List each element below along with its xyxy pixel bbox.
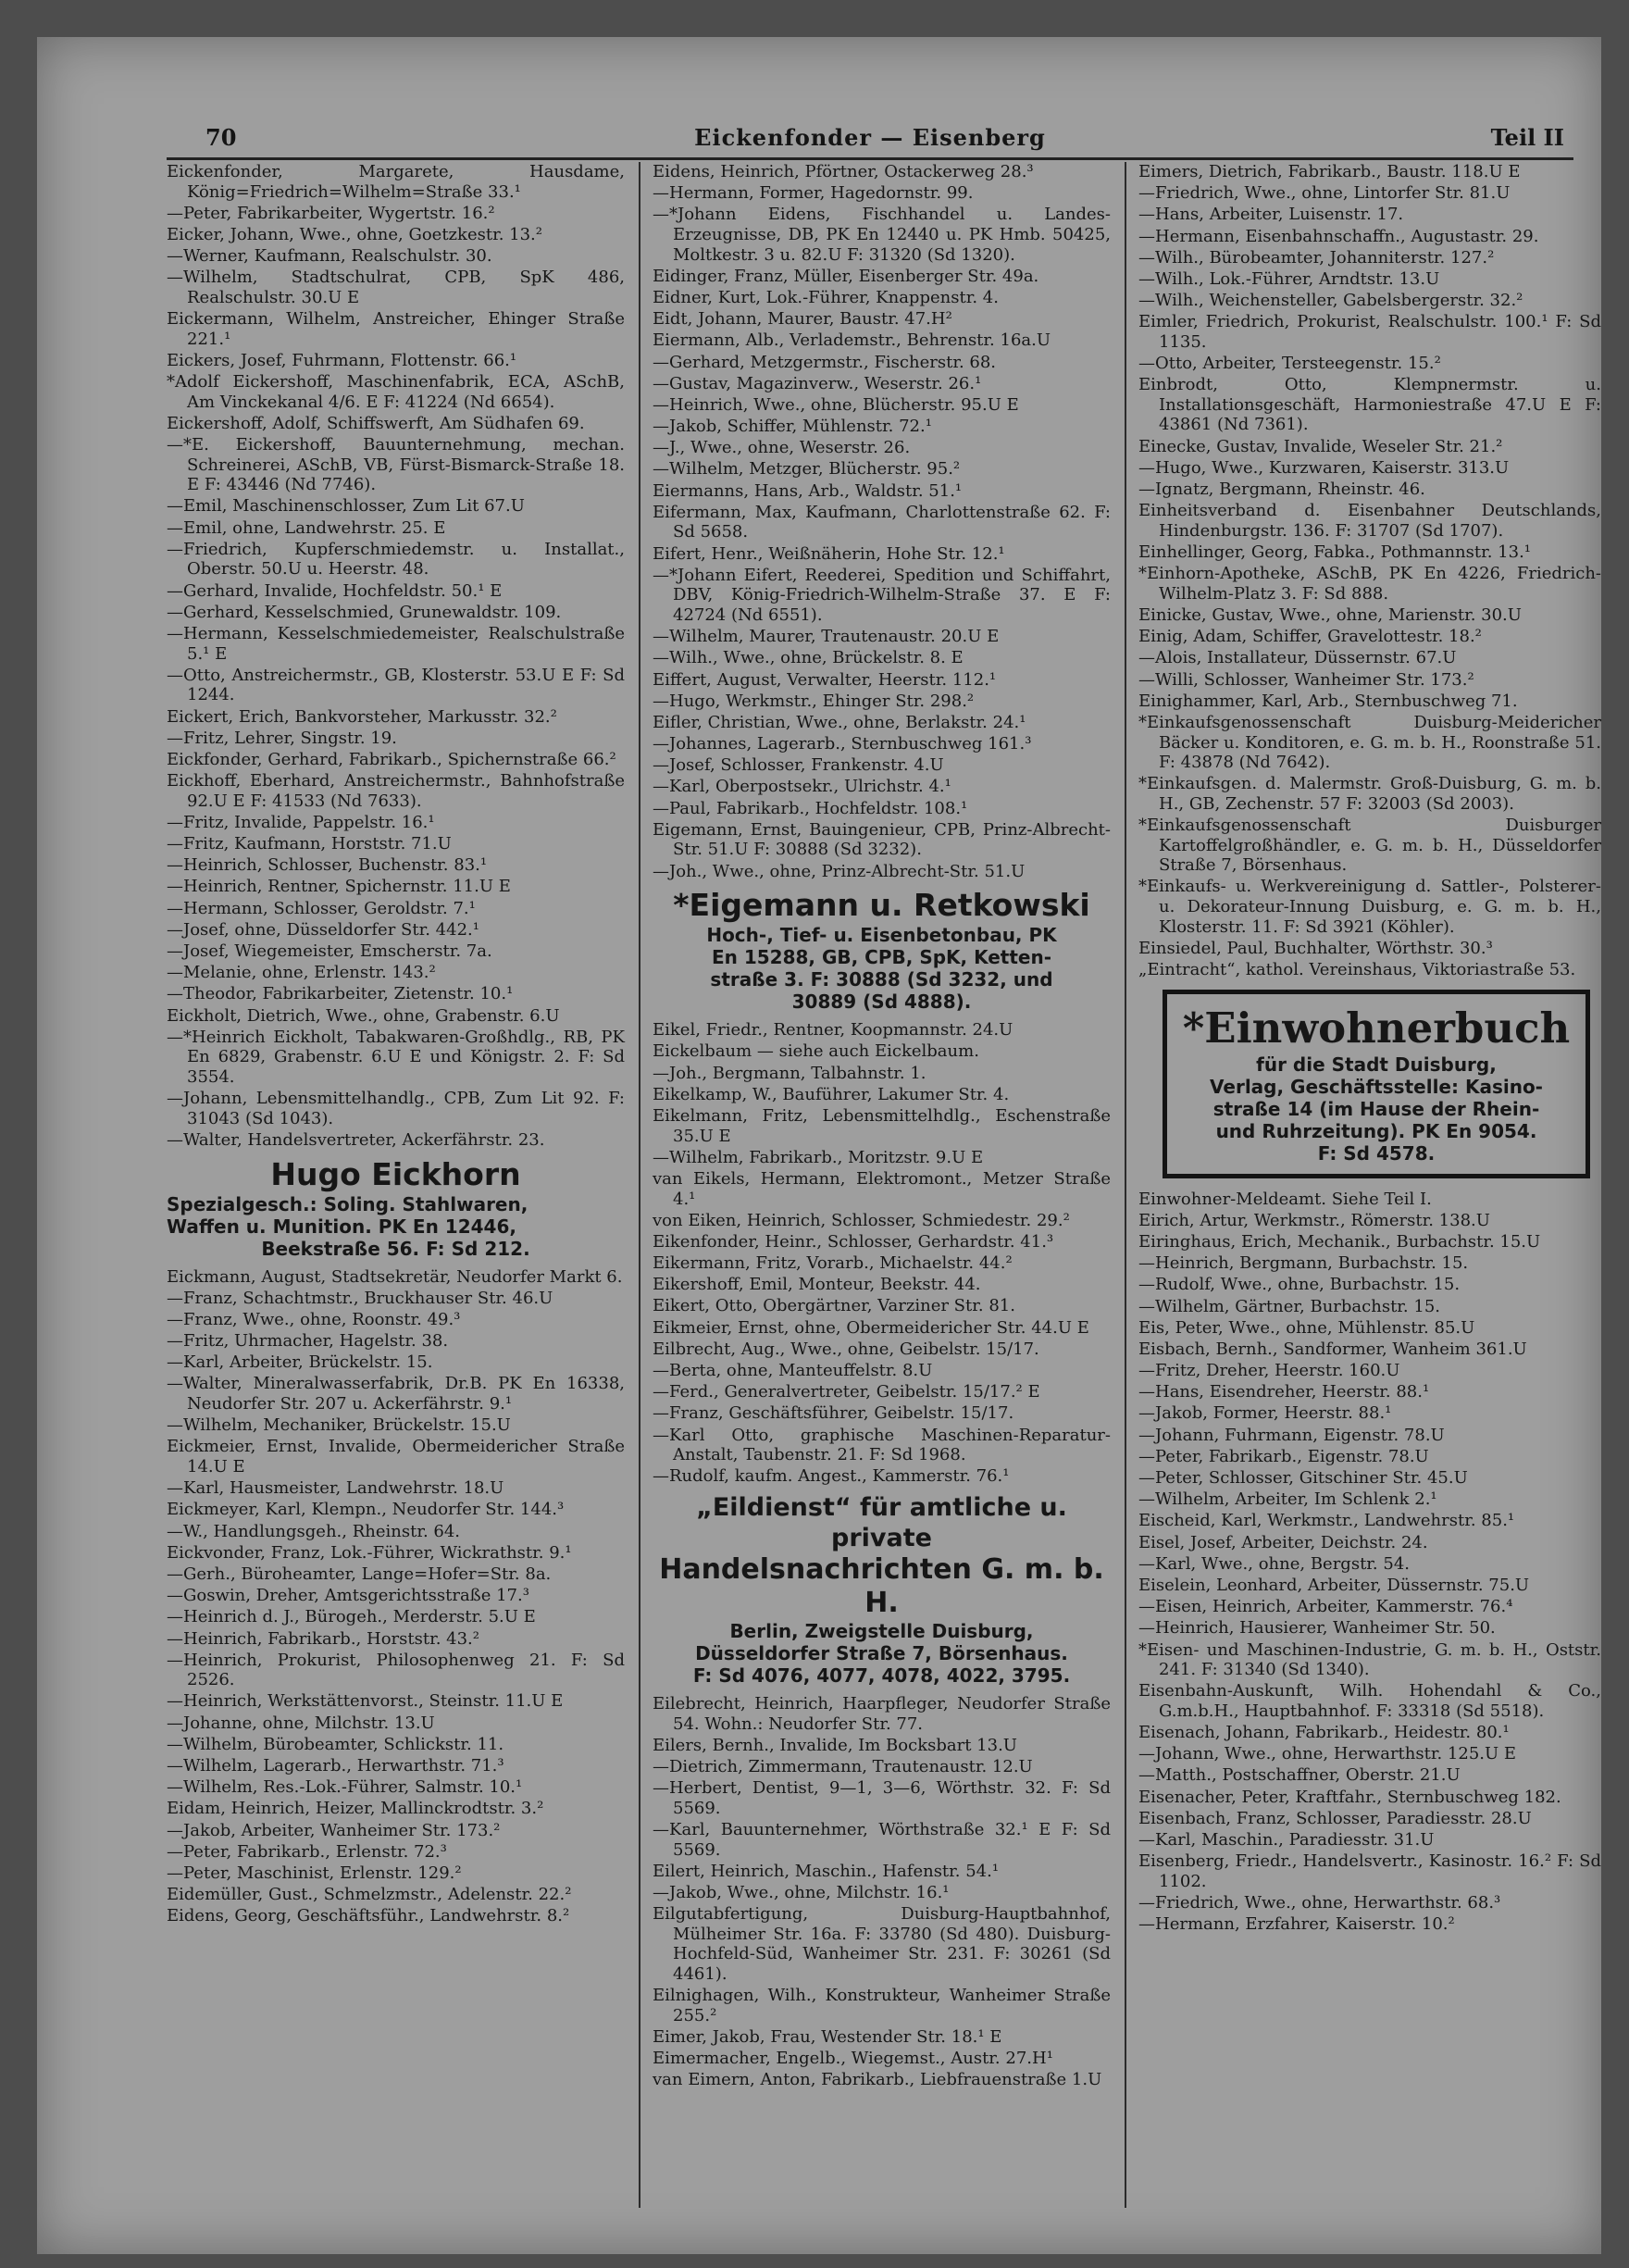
directory-entry: —Johann, Lebensmittelhandlg., CPB, Zum Lit 92. F: 31043 (Sd 1043). (167, 1089, 625, 1128)
directory-entry: —W., Handlungsgeh., Rheinstr. 64. (167, 1521, 461, 1541)
directory-entry: —Friedrich, Wwe., ohne, Herwarthstr. 68.³ (1138, 1893, 1501, 1913)
entry-list (167, 1267, 625, 1926)
directory-entry: —Karl, Wwe., ohne, Bergstr. 54. (1138, 1553, 1411, 1574)
directory-entry: —*Johann Eidens, Fischhandel u. Landes-Erzeugnisse, DB, PK En 12440 u. PK Hmb. 50425, Moltkestr. 3 u. 82.U F: 31320 (Sd 1320). (653, 205, 1111, 265)
running-head: Eickenfonder — Eisenberg (694, 124, 1046, 151)
directory-entry: —Rudolf, kaufm. Angest., Kammerstr. 76.¹ (653, 1466, 1010, 1487)
directory-entry: —Rudolf, Wwe., ohne, Burbachstr. 15. (1138, 1275, 1461, 1295)
ad-line: für die Stadt Duisburg, (1256, 1053, 1497, 1076)
directory-entry: —Gerhard, Metzgermstr., Fischerstr. 68. (653, 352, 997, 372)
ad-title: Hugo Eickhorn (270, 1155, 521, 1192)
directory-entry: Eickvonder, Franz, Lok.-Führer, Wickrathstr. 9.¹ (167, 1542, 572, 1563)
directory-entry: Eisenacher, Peter, Kraftfahr., Sternbuschweg 182. (1138, 1787, 1561, 1807)
directory-entry: —Wilh., Lok.-Führer, Arndtstr. 13.U (1138, 268, 1440, 289)
ad-line: Düsseldorfer Straße 7, Börsenhaus. (695, 1641, 1068, 1664)
directory-entry: —Peter, Fabrikarb., Erlenstr. 72.³ (167, 1841, 447, 1862)
directory-entry: Eiermann, Alb., Verlademstr., Behrenstr. 16a.U (653, 330, 1051, 351)
directory-entry: Eischeid, Karl, Werkmstr., Landwehrstr. 85.¹ (1138, 1511, 1515, 1531)
directory-entry: Einicke, Gustav, Wwe., ohne, Marienstr. 30.U (1138, 604, 1522, 625)
directory-entry: „Eintracht“, kathol. Vereinshaus, Viktoriastraße 53. (1138, 960, 1576, 979)
directory-entry: —Karl, Bauunternehmer, Wörthstraße 32.¹ E F: Sd 5569. (653, 1819, 1111, 1860)
directory-entry: Eikert, Otto, Obergärtner, Varziner Str. 81. (653, 1296, 1015, 1316)
directory-entry: Eifert, Henr., Weißnäherin, Hohe Str. 12.¹ (653, 543, 1005, 564)
directory-entry: Eiffert, August, Verwalter, Heerstr. 112.¹ (653, 669, 997, 690)
column-rule (639, 162, 640, 2208)
directory-entry: Eidens, Georg, Geschäftsführ., Landwehrstr. 8.² (167, 1906, 570, 1926)
directory-entry: Eidemüller, Gust., Schmelzmstr., Adelenstr. 22.² (167, 1885, 572, 1905)
directory-entry: Eisenberg, Friedr., Handelsvertr., Kasinostr. 16.² F: Sd 1102. (1138, 1851, 1601, 1891)
directory-entry: Eisenbahn-Auskunft, Wilh. Hohendahl & Co., G.m.b.H., Hauptbahnhof. F: 33318 (Sd 5518). (1138, 1681, 1601, 1721)
directory-entry: —Gustav, Magazinverw., Weserstr. 26.¹ (653, 373, 982, 393)
directory-entry: —Karl Otto, graphische Maschinen-Reparatur-Anstalt, Taubenstr. 21. F: Sd 1968. (653, 1425, 1111, 1465)
directory-entry: Eimer, Jakob, Frau, Westender Str. 18.¹ E (653, 2026, 1002, 2047)
directory-entry: —Hermann, Eisenbahnschaffn., Augustastr. 29. (1138, 226, 1539, 246)
part-label: Teil II (1490, 124, 1564, 151)
directory-entry: —Josef, ohne, Düsseldorfer Str. 442.¹ (167, 919, 479, 940)
directory-entry: *Einkaufsgen. d. Malermstr. Groß-Duisburg, G. m. b. H., GB, Zechenstr. 57 F: 32003 (Sd 2003). (1138, 774, 1601, 814)
directory-entry: —Wilhelm, Bürobeamter, Schlickstr. 11. (167, 1734, 504, 1754)
directory-entry: —Johann, Wwe., ohne, Herwarthstr. 125.U E (1138, 1744, 1517, 1764)
directory-entry: —Hugo, Werkmstr., Ehinger Str. 298.² (653, 691, 975, 711)
directory-entry: Eilnighagen, Wilh., Konstrukteur, Wanheimer Straße 255.² (653, 1986, 1111, 2025)
directory-entry: Einhellinger, Georg, Fabka., Pothmannstr. 13.¹ (1138, 542, 1532, 562)
directory-entry: —Otto, Anstreichermstr., GB, Klosterstr. 53.U E F: Sd 1244. (167, 665, 625, 705)
directory-entry: —Joh., Bergmann, Talbahnstr. 1. (653, 1063, 926, 1083)
directory-entry: —Gerh., Büroheamter, Lange=Hofer=Str. 8a. (167, 1564, 552, 1584)
directory-entry: —Wilhelm, Fabrikarb., Moritzstr. 9.U E (653, 1147, 984, 1167)
directory-entry: Eiringhaus, Erich, Mechanik., Burbachstr. 15.U (1138, 1231, 1541, 1252)
directory-entry: Eimermacher, Engelb., Wiegemst., Austr. 27.H¹ (653, 2049, 1053, 2068)
entry-list (653, 162, 1111, 881)
directory-entry: —Joh., Wwe., ohne, Prinz-Albrecht-Str. 51.U (653, 861, 1026, 881)
ad-line: straße 3. F: 30888 (Sd 3232, und (710, 968, 1053, 991)
directory-entry: Eilert, Heinrich, Maschin., Hafenstr. 54.¹ (653, 1861, 1000, 1881)
directory-entry: —Hermann, Kesselschmiedemeister, Realschulstraße 5.¹ E (167, 623, 625, 664)
directory-entry: Eidner, Kurt, Lok.-Führer, Knappenstr. 4. (653, 287, 999, 307)
directory-entry: Eickmeyer, Karl, Klempn., Neudorfer Str. 144.³ (167, 1500, 565, 1520)
directory-entry: —Ferd., Generalvertreter, Geibelstr. 15/17.² E (653, 1382, 1040, 1402)
ad-eildienst (653, 1492, 1111, 1687)
directory-entry: Eikershoff, Emil, Monteur, Beekstr. 44. (653, 1275, 981, 1295)
directory-entry: —Fritz, Uhrmacher, Hagelstr. 38. (167, 1331, 449, 1352)
directory-entry: —J., Wwe., ohne, Weserstr. 26. (653, 438, 911, 458)
directory-entry: Eidt, Johann, Maurer, Baustr. 47.H² (653, 309, 952, 330)
directory-entry: *Eisen- und Maschinen-Industrie, G. m. b. H., Oststr. 241. F: 31340 (Sd 1340). (1138, 1639, 1601, 1680)
directory-entry: van Eimern, Anton, Fabrikarb., Liebfrauenstraße 1.U (653, 2070, 1102, 2090)
directory-entry: Eifler, Christian, Wwe., ohne, Berlakstr. 24.¹ (653, 712, 1026, 732)
directory-entry: —Wilhelm, Maurer, Trautenaustr. 20.U E (653, 627, 1000, 647)
directory-entry: —Heinrich d. J., Bürogeh., Merderstr. 5.U E (167, 1607, 536, 1627)
directory-entry: —Theodor, Fabrikarbeiter, Zietenstr. 10.¹ (167, 984, 514, 1004)
directory-entry: —Matth., Postschaffner, Oberstr. 21.U (1138, 1765, 1461, 1786)
directory-entry: —Heinrich, Schlosser, Buchenstr. 83.¹ (167, 855, 488, 876)
directory-entry: Einwohner-Meldeamt. Siehe Teil I. (1138, 1189, 1432, 1209)
directory-entry: —Hans, Arbeiter, Luisenstr. 17. (1138, 205, 1404, 225)
directory-entry: —Eisen, Heinrich, Arbeiter, Kammerstr. 76.⁴ (1138, 1597, 1513, 1617)
directory-entry: Eisel, Josef, Arbeiter, Deichstr. 24. (1138, 1532, 1428, 1552)
ad-title: *Eigemann u. Retkowski (673, 887, 1090, 924)
directory-entry: —Karl, Arbeiter, Brückelstr. 15. (167, 1352, 433, 1373)
directory-entry: —Peter, Schlosser, Gitschiner Str. 45.U (1138, 1468, 1468, 1489)
directory-entry: —Hermann, Former, Hagedornstr. 99. (653, 183, 974, 204)
directory-entry: Eiselein, Leonhard, Arbeiter, Düssernstr. 75.U (1138, 1575, 1530, 1595)
directory-entry: Eickenfonder, Margarete, Hausdame, König=Friedrich=Wilhelm=Straße 33.¹ (167, 162, 625, 202)
ad-line: F: Sd 4076, 4077, 4078, 4022, 3795. (692, 1664, 1071, 1687)
directory-entry: Einig, Adam, Schiffer, Gravelottestr. 18.² (1138, 627, 1482, 647)
column-right (1138, 162, 1601, 1936)
directory-entry: —Franz, Schachtmstr., Bruckhauser Str. 46.U (167, 1288, 553, 1308)
directory-entry: —Alois, Installateur, Düssernstr. 67.U (1138, 648, 1457, 668)
directory-entry: Einheitsverband d. Eisenbahner Deutschlands, Hindenburgstr. 136. F: 31707 (Sd 1707). (1138, 501, 1601, 541)
ad-eigemann-retkowski (653, 887, 1111, 1013)
directory-entry: —Emil, ohne, Landwehrstr. 25. E (167, 517, 446, 538)
entry-list (653, 1694, 1111, 2090)
directory-entry: Eicker, Johann, Wwe., ohne, Goetzkestr. 13.² (167, 224, 542, 244)
directory-entry: Eikelkamp, W., Bauführer, Lakumer Str. 4. (653, 1084, 1010, 1104)
directory-entry: —Heinrich, Werkstättenvorst., Steinstr. 11.U E (167, 1691, 564, 1712)
column-left (167, 162, 625, 1928)
ad-line: Beekstraße 56. F: Sd 212. (261, 1237, 530, 1260)
directory-entry: Eimers, Dietrich, Fabrikarb., Baustr. 118.U E (1138, 162, 1521, 181)
directory-entry: —Heinrich, Bergmann, Burbachstr. 15. (1138, 1253, 1469, 1274)
directory-entry: —Friedrich, Wwe., ohne, Lintorfer Str. 81.U (1138, 183, 1511, 204)
directory-entry: Eickers, Josef, Fuhrmann, Flottenstr. 66.¹ (167, 350, 517, 370)
directory-entry: Eifermann, Max, Kaufmann, Charlottenstraße 62. F: Sd 5658. (653, 502, 1111, 542)
directory-entry: —Heinrich, Rentner, Spichernstr. 11.U E (167, 877, 511, 897)
directory-entry: —Wilhelm, Metzger, Blücherstr. 95.² (653, 459, 961, 480)
ad-line: 30889 (Sd 4888). (791, 991, 972, 1014)
page-header (167, 122, 1573, 160)
directory-entry: Eikenfonder, Heinr., Schlosser, Gerhardstr. 41.³ (653, 1231, 1054, 1252)
directory-entry: Eickfonder, Gerhard, Fabrikarb., Spichernstraße 66.² (167, 749, 616, 769)
ad-hugo-eickhorn (167, 1156, 625, 1260)
directory-entry: —Johann, Fuhrmann, Eigenstr. 78.U (1138, 1425, 1445, 1445)
directory-entry: —Peter, Fabrikarb., Eigenstr. 78.U (1138, 1446, 1429, 1466)
directory-entry: Eilgutabfertigung, Duisburg-Hauptbahnhof, Mülheimer Str. 16a. F: 33780 (Sd 480). Duisburg-Hochfeld-Süd, Wanheimer Str. 231. F: 30261 (Sd 4461). (653, 1904, 1111, 1984)
directory-entry: —Karl, Hausmeister, Landwehrstr. 18.U (167, 1478, 504, 1499)
directory-entry: —Karl, Maschin., Paradiesstr. 31.U (1138, 1830, 1435, 1851)
ad-einwohnerbuch (1163, 990, 1590, 1178)
directory-entry: —Wilhelm, Res.-Lok.-Führer, Salmstr. 10.¹ (167, 1777, 523, 1798)
directory-entry: Eickelbaum — siehe auch Eickelbaum. (653, 1041, 979, 1062)
directory-entry: —Karl, Oberpostsekr., Ulrichstr. 4.¹ (653, 777, 951, 797)
directory-entry: —Fritz, Kaufmann, Horststr. 71.U (167, 834, 452, 854)
directory-entry: —Werner, Kaufmann, Realschulstr. 30. (167, 246, 492, 267)
directory-entry: —Heinrich, Hausierer, Wanheimer Str. 50. (1138, 1618, 1496, 1639)
directory-entry: —Heinrich, Fabrikarb., Horststr. 43.² (167, 1628, 479, 1649)
directory-entry: *Einkaufsgenossenschaft Duisburger Kartoffelgroßhändler, e. G. m. b. H., Düsseldorfer Straße 7, Börsenhaus. (1138, 816, 1601, 876)
directory-entry: Eickmann, August, Stadtsekretär, Neudorfer Markt 6. (167, 1266, 623, 1287)
directory-entry: Eilebrecht, Heinrich, Haarpfleger, Neudorfer Straße 54. Wohn.: Neudorfer Str. 77. (653, 1693, 1111, 1734)
directory-entry: —Dietrich, Zimmermann, Trautenaustr. 12.U (653, 1756, 1033, 1776)
directory-entry: Einsiedel, Paul, Buchhalter, Wörthstr. 30.³ (1138, 938, 1493, 958)
directory-entry: Eis, Peter, Wwe., ohne, Mühlenstr. 85.U (1138, 1317, 1475, 1338)
directory-entry: —Franz, Geschäftsführer, Geibelstr. 15/17. (653, 1403, 1014, 1424)
directory-entry: —*E. Eickershoff, Bauunternehmung, mechan. Schreinerei, ASchB, VB, Fürst-Bismarck-Straße 18. E F: 43446 (Nd 7746). (167, 435, 625, 495)
directory-entry: —Wilh., Wwe., ohne, Brückelstr. 8. E (653, 648, 964, 668)
directory-entry: —Goswin, Dreher, Amtsgerichtsstraße 17.³ (167, 1586, 529, 1606)
directory-entry: —Fritz, Invalide, Pappelstr. 16.¹ (167, 812, 435, 832)
directory-entry: *Einhorn-Apotheke, ASchB, PK En 4226, Friedrich-Wilhelm-Platz 3. F: Sd 888. (1138, 564, 1601, 604)
directory-entry: —*Heinrich Eickholt, Tabakwaren-Großhdlg., RB, PK En 6829, Grabenstr. 6.U E und Königstr. 2. F: Sd 3554. (167, 1027, 625, 1087)
directory-entry: Eimler, Friedrich, Prokurist, Realschulstr. 100.¹ F: Sd 1135. (1138, 312, 1601, 352)
directory-page (37, 37, 1601, 2254)
directory-entry: —Johannes, Lagerarb., Sternbuschweg 161.³ (653, 734, 1032, 754)
directory-entry: Eirich, Artur, Werkmstr., Römerstr. 138.U (1138, 1210, 1490, 1230)
directory-entry: Eikermann, Fritz, Vorarb., Michaelstr. 44.² (653, 1253, 1013, 1274)
directory-entry: Eikelmann, Fritz, Lebensmittelhdlg., Eschenstraße 35.U E (653, 1105, 1111, 1146)
directory-entry: Eiermanns, Hans, Arb., Waldstr. 51.¹ (653, 480, 963, 501)
entry-list (653, 1020, 1111, 1487)
directory-entry: —Heinrich, Prokurist, Philosophenweg 21. F: Sd 2526. (167, 1650, 625, 1690)
directory-entry: —Fritz, Lehrer, Singstr. 19. (167, 728, 397, 748)
ad-line: und Ruhrzeitung). PK En 9054. (1215, 1119, 1537, 1142)
directory-entry: Eikel, Friedr., Rentner, Koopmannstr. 24.U (653, 1020, 1013, 1041)
directory-entry: —Peter, Maschinist, Erlenstr. 129.² (167, 1863, 462, 1883)
directory-entry: —Peter, Fabrikarbeiter, Wygertstr. 16.² (167, 203, 495, 223)
directory-entry: Eilers, Bernh., Invalide, Im Bocksbart 13.U (653, 1735, 1017, 1755)
ad-line: Verlag, Geschäftsstelle: Kasino- (1210, 1075, 1543, 1098)
directory-entry: Einecke, Gustav, Invalide, Weseler Str. 21.² (1138, 436, 1503, 456)
entry-list (167, 162, 625, 1151)
directory-entry: —Fritz, Dreher, Heerstr. 160.U (1138, 1361, 1400, 1381)
directory-entry: —Gerhard, Invalide, Hochfeldstr. 50.¹ E (167, 580, 503, 601)
directory-entry: —Friedrich, Kupferschmiedemstr. u. Installat., Oberstr. 50.U u. Heerstr. 48. (167, 539, 625, 579)
directory-entry: —Wilhelm, Lagerarb., Herwarthstr. 71.³ (167, 1756, 504, 1776)
ad-line: En 15288, GB, CPB, SpK, Ketten- (711, 946, 1052, 969)
directory-entry: Eisenbach, Franz, Schlosser, Paradiesstr. 28.U (1138, 1808, 1532, 1828)
directory-entry: —Johanne, ohne, Milchstr. 13.U (167, 1713, 435, 1733)
directory-entry: Eigemann, Ernst, Bauingenieur, CPB, Prinz-Albrecht-Str. 51.U F: 30888 (Sd 3232). (653, 819, 1111, 860)
ad-line: Waffen u. Munition. PK En 12446, (167, 1215, 516, 1238)
directory-entry: Einbrodt, Otto, Klempnermstr. u. Installationsgeschäft, Harmoniestraße 47.U E F: 43861 (Nd 7361). (1138, 375, 1601, 435)
directory-entry: *Einkaufs- u. Werkvereinigung d. Sattler-, Polsterer- u. Dekorateur-Innung Duisburg, e. G. m. b. H., Klosterstr. 11. F: Sd 3921 (Köhler). (1138, 877, 1601, 937)
directory-entry: —Jakob, Wwe., ohne, Milchstr. 16.¹ (653, 1882, 950, 1902)
directory-entry: Eilbrecht, Aug., Wwe., ohne, Geibelstr. 15/17. (653, 1339, 1039, 1359)
ad-title: Handelsnachrichten G. m. b. H. (659, 1552, 1104, 1619)
directory-entry: —Wilh., Weichensteller, Gabelsbergerstr. 32.² (1138, 291, 1523, 311)
page-number: 70 (205, 124, 237, 151)
directory-entry: Eickershoff, Adolf, Schiffswerft, Am Südhafen 69. (167, 413, 585, 433)
directory-entry: —Josef, Wiegemeister, Emscherstr. 7a. (167, 941, 492, 961)
directory-entry: —Walter, Handelsvertreter, Ackerfährstr. 23. (167, 1129, 545, 1150)
directory-entry: *Adolf Eickershoff, Maschinenfabrik, ECA, ASchB, Am Vinckekanal 4/6. E F: 41224 (Nd 6654). (167, 372, 625, 412)
directory-entry: —Otto, Arbeiter, Tersteegenstr. 15.² (1138, 354, 1441, 374)
directory-entry: —Emil, Maschinenschlosser, Zum Lit 67.U (167, 496, 525, 517)
directory-entry: —Wilhelm, Arbeiter, Im Schlenk 2.¹ (1138, 1489, 1437, 1510)
entry-list (1138, 1190, 1601, 1935)
directory-entry: Eidam, Heinrich, Heizer, Mallinckrodtstr. 3.² (167, 1799, 544, 1819)
directory-entry: Eidens, Heinrich, Pförtner, Ostackerweg 28.³ (653, 162, 1034, 181)
directory-entry: —Jakob, Former, Heerstr. 88.¹ (1138, 1403, 1392, 1424)
directory-entry: Eickermann, Wilhelm, Anstreicher, Ehinger Straße 221.¹ (167, 309, 625, 349)
directory-entry: —Hugo, Wwe., Kurzwaren, Kaiserstr. 313.U (1138, 457, 1510, 478)
directory-entry: —Walter, Mineralwasserfabrik, Dr.B. PK En 16338, Neudorfer Str. 207 u. Ackerfährstr. 9.¹ (167, 1374, 625, 1414)
ad-line: Hoch-, Tief- u. Eisenbetonbau, PK (706, 924, 1057, 947)
directory-entry: —Willi, Schlosser, Wanheimer Str. 173.² (1138, 669, 1474, 690)
directory-entry: Eisenach, Johann, Fabrikarb., Heidestr. 80.¹ (1138, 1723, 1510, 1743)
ad-line: Berlin, Zweigstelle Duisburg, (729, 1619, 1034, 1642)
directory-entry: Eickhoff, Eberhard, Anstreichermstr., Bahnhofstraße 92.U E F: 41533 (Nd 7633). (167, 771, 625, 811)
directory-entry: —Wilhelm, Stadtschulrat, CPB, SpK 486, Realschulstr. 30.U E (167, 268, 625, 307)
directory-entry: —Franz, Wwe., ohne, Roonstr. 49.³ (167, 1309, 461, 1329)
directory-entry: Eikmeier, Ernst, ohne, Obermeidericher Str. 44.U E (653, 1317, 1089, 1338)
directory-entry: —Berta, ohne, Manteuffelstr. 8.U (653, 1361, 933, 1381)
ad-title: *Einwohnerbuch (1182, 1003, 1571, 1053)
directory-entry: —Jakob, Schiffer, Mühlenstr. 72.¹ (653, 417, 932, 437)
directory-entry: —Gerhard, Kesselschmied, Grunewaldstr. 109. (167, 602, 562, 622)
directory-entry: Eickmeier, Ernst, Invalide, Obermeidericher Straße 14.U E (167, 1437, 625, 1477)
ad-line: Spezialgesch.: Soling. Stahlwaren, (167, 1192, 528, 1215)
ad-line: straße 14 (im Hause der Rhein- (1212, 1097, 1540, 1120)
directory-entry: Eickert, Erich, Bankvorsteher, Markusstr. 32.² (167, 706, 557, 727)
directory-entry: —Melanie, ohne, Erlenstr. 143.² (167, 963, 436, 983)
directory-entry: Einighammer, Karl, Arb., Sternbuschweg 71. (1138, 691, 1518, 711)
directory-entry: —Wilh., Bürobeamter, Johanniterstr. 127.² (1138, 247, 1495, 268)
directory-entry: —Hermann, Erzfahrer, Kaiserstr. 10.² (1138, 1914, 1455, 1935)
ad-line: F: Sd 4578. (1317, 1141, 1436, 1165)
directory-entry: —Heinrich, Wwe., ohne, Blücherstr. 95.U E (653, 394, 1019, 415)
column-middle (653, 162, 1111, 2091)
directory-entry: —Wilhelm, Mechaniker, Brückelstr. 15.U (167, 1415, 511, 1436)
directory-entry: —Hans, Eisendreher, Heerstr. 88.¹ (1138, 1382, 1430, 1402)
directory-entry: von Eiken, Heinrich, Schlosser, Schmiedestr. 29.² (653, 1210, 1070, 1230)
ad-title: „Eildienst“ für amtliche u. private (696, 1492, 1067, 1552)
directory-entry: Eidinger, Franz, Müller, Eisenberger Str. 49a. (653, 266, 1039, 286)
directory-entry: —Hermann, Schlosser, Geroldstr. 7.¹ (167, 898, 476, 918)
directory-entry: Eisbach, Bernh., Sandformer, Wanheim 361.U (1138, 1339, 1527, 1359)
directory-entry: —Jakob, Arbeiter, Wanheimer Str. 173.² (167, 1820, 501, 1840)
directory-entry: —Josef, Schlosser, Frankenstr. 4.U (653, 755, 944, 776)
column-rule (1125, 162, 1126, 2208)
directory-entry: van Eikels, Hermann, Elektromont., Metzer Straße 4.¹ (653, 1168, 1111, 1209)
directory-entry: *Einkaufsgenossenschaft Duisburg-Meidericher Bäcker u. Konditoren, e. G. m. b. H., Roonstraße 51. F: 43878 (Nd 7642). (1138, 712, 1601, 773)
directory-entry: —*Johann Eifert, Reederei, Spedition und Schiffahrt, DBV, König-Friedrich-Wilhelm-Straße 37. E F: 42724 (Nd 6551). (653, 565, 1111, 625)
directory-entry: —Ignatz, Bergmann, Rheinstr. 46. (1138, 480, 1425, 500)
directory-entry: —Herbert, Dentist, 9—1, 3—6, Wörthstr. 32. F: Sd 5569. (653, 1778, 1111, 1818)
entry-list (1138, 162, 1601, 980)
directory-entry: Eickholt, Dietrich, Wwe., ohne, Grabenstr. 6.U (167, 1005, 560, 1026)
directory-entry: —Wilhelm, Gärtner, Burbachstr. 15. (1138, 1296, 1440, 1316)
directory-entry: —Paul, Fabrikarb., Hochfeldstr. 108.¹ (653, 798, 968, 818)
